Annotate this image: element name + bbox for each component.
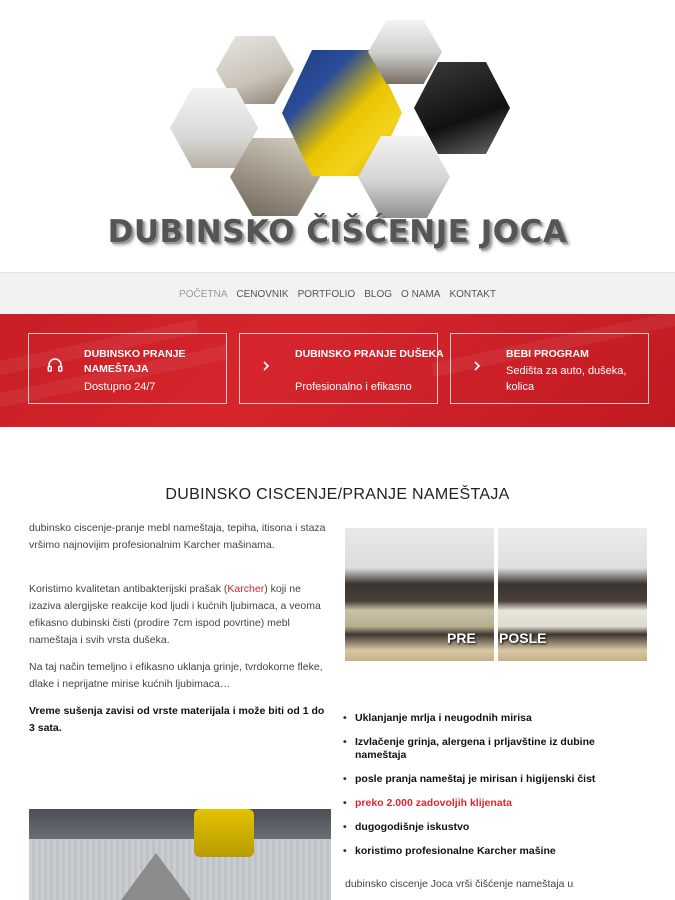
karcher-link[interactable]: Karcher (227, 583, 265, 595)
detail-paragraph (29, 581, 329, 649)
nav-item-blog[interactable]: BLOG (364, 288, 393, 300)
before-after-image (345, 528, 647, 661)
headphones-icon (45, 356, 65, 376)
main-navigation (0, 272, 675, 316)
feature-item: • preko 2.000 zadovoljih klijenata (343, 797, 643, 810)
logo-collage (170, 18, 510, 218)
service-box-title: DUBINSKO PRANJE NAMEŠTAJA (84, 348, 186, 375)
chevron-right-icon (256, 356, 276, 376)
section-title: DUBINSKO CISCENJE/PRANJE NAMEŠTAJA (165, 486, 510, 503)
site-logo-text[interactable]: DUBINSKO ČIŠĆENJE JOCA (107, 214, 568, 250)
detail-text: ) koji ne izaziva alergijske reakcije kod ljudi i kućnih ljubimaca, a veoma efikasno dubinski čisti (prodire 7cm ispod povrtine) mebl nameštaja i svih vrsta dušeka. (29, 583, 321, 646)
site-header (0, 0, 675, 272)
service-box-title: BEBI PROGRAM (506, 348, 589, 360)
services-banner (0, 314, 675, 427)
feature-item: • Izvlačenje grinja, alergena i prljavštine iz dubine nameštaja (343, 736, 643, 762)
feature-item: • posle pranja nameštaj je mirisan i higijenski čist (343, 773, 643, 786)
effect-paragraph: Na taj način temeljno i efikasno uklanja grinje, tvrdokorne fleke, dlake i neprijatne mirise kućnih ljubimaca… (29, 661, 323, 690)
detail-text: Koristimo kvalitetan antibakterijski prašak ( (29, 583, 228, 595)
service-box-bebi[interactable] (450, 333, 649, 404)
before-label: PRE (447, 630, 476, 646)
nav-item-o-nama[interactable]: O NAMA (401, 288, 441, 300)
service-box-subtitle: Profesionalno i efikasno (295, 381, 412, 393)
nav-item-cenovnik[interactable]: CENOVNIK (236, 288, 289, 300)
photo-nozzle (121, 853, 191, 900)
service-box-subtitle: kolica (506, 381, 535, 393)
drying-time-paragraph: Vreme sušenja zavisi od vrste materijala i može biti od 1 do 3 sata. (29, 705, 325, 734)
nav-item-pocetna[interactable]: POČETNA (179, 288, 228, 300)
feature-item: • koristimo profesionalne Karcher mašine (343, 845, 643, 858)
service-box-title: DUBINSKO PRANJE DUŠEKA (295, 348, 444, 360)
carpet-cleaning-photo (29, 809, 331, 900)
photo-machine (194, 809, 254, 857)
service-box-namestaj[interactable] (28, 333, 227, 404)
nav-item-portfolio[interactable]: PORTFOLIO (297, 288, 356, 300)
features-list (343, 712, 643, 869)
photo-background (29, 809, 331, 839)
nav-item-kontakt[interactable]: KONTAKT (449, 288, 496, 300)
service-box-subtitle: Dostupno 24/7 (84, 381, 156, 393)
feature-item: • dugogodišnje iskustvo (343, 821, 643, 834)
bottom-paragraph: dubinsko ciscenje Joca vrši čišćenje nameštaja u (345, 878, 574, 890)
after-label: POSLE (499, 630, 547, 646)
chevron-right-icon (467, 356, 487, 376)
intro-paragraph: dubinsko ciscenje-pranje mebl nameštaja, tepiha, itisona i staza vršimo najnovijim profesionalnim Karcher mašinama. (29, 522, 326, 551)
service-box-dusek[interactable] (239, 333, 444, 404)
feature-item: • Uklanjanje mrlja i neugodnih mirisa (343, 712, 643, 725)
service-box-subtitle: Sedišta za auto, dušeka, (506, 365, 627, 377)
nav-list (0, 273, 675, 315)
